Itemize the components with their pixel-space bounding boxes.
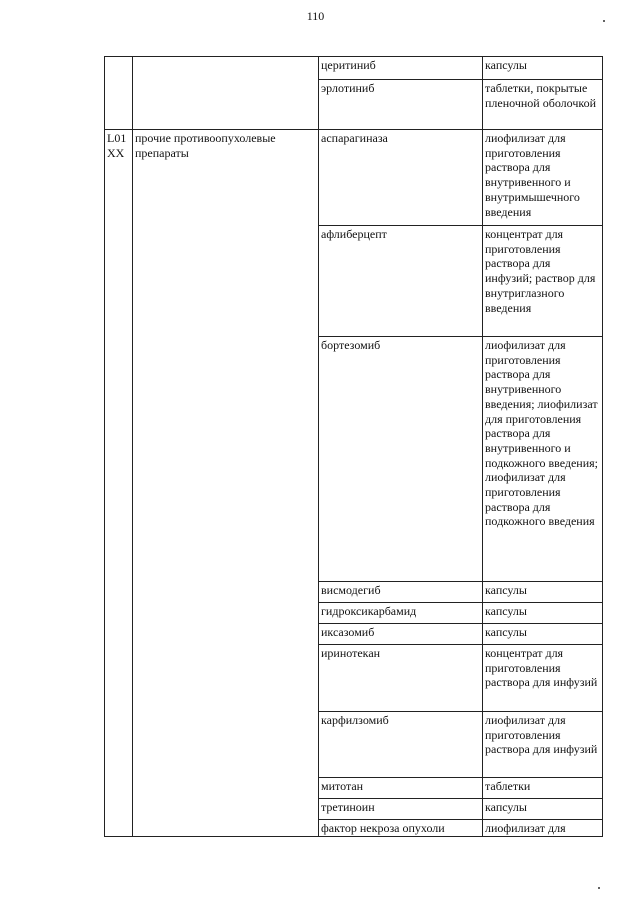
dosage-form-cell: лиофилизат для <box>483 820 603 837</box>
dosage-form-cell: капсулы <box>483 799 603 820</box>
drug-name-cell: иксазомиб <box>319 624 483 645</box>
drug-name-cell: церитиниб <box>319 57 483 80</box>
table-row <box>105 57 603 80</box>
scan-speck <box>603 20 605 22</box>
drug-name-cell: аспарагиназа <box>319 130 483 226</box>
dosage-form-cell: капсулы <box>483 603 603 624</box>
drug-name-cell: третиноин <box>319 799 483 820</box>
dosage-form-cell: лиофилизат для приготовления раствора для внутривенного введения; лиофилизат для приготовления раствора для внутривенного и подкожного введения; лиофилизат для приготовления раствора для подкожного введения <box>483 337 603 582</box>
dosage-form-cell: капсулы <box>483 624 603 645</box>
drug-name-cell: фактор некроза опухоли <box>319 820 483 837</box>
group-name-cell: прочие противоопухолевые препараты <box>133 130 319 837</box>
drug-name-cell: эрлотиниб <box>319 80 483 130</box>
dosage-form-cell: капсулы <box>483 57 603 80</box>
drug-name-cell: гидроксикарбамид <box>319 603 483 624</box>
atc-code-cell: L01XX <box>105 130 133 837</box>
drug-name-cell: карфилзомиб <box>319 712 483 778</box>
dosage-form-cell: лиофилизат для приготовления раствора для внутривенного и внутримышечного введения <box>483 130 603 226</box>
scan-speck <box>598 887 600 889</box>
dosage-form-cell: лиофилизат для приготовления раствора для инфузий <box>483 712 603 778</box>
page-number: 110 <box>306 9 325 23</box>
drug-name-cell: митотан <box>319 778 483 799</box>
dosage-form-cell: концентрат для приготовления раствора для инфузий <box>483 645 603 712</box>
dosage-form-cell: таблетки, покрытые пленочной оболочкой <box>483 80 603 130</box>
drug-name-cell: висмодегиб <box>319 582 483 603</box>
group-name-cell <box>133 57 319 130</box>
dosage-form-cell: концентрат для приготовления раствора для инфузий; раствор для внутриглазного введения <box>483 226 603 337</box>
drug-name-cell: афлиберцепт <box>319 226 483 337</box>
drug-name-cell: иринотекан <box>319 645 483 712</box>
dosage-form-cell: капсулы <box>483 582 603 603</box>
drug-table <box>104 56 603 837</box>
drug-name-cell: бортезомиб <box>319 337 483 582</box>
dosage-form-cell: таблетки <box>483 778 603 799</box>
table-row <box>105 130 603 226</box>
atc-code-cell <box>105 57 133 130</box>
